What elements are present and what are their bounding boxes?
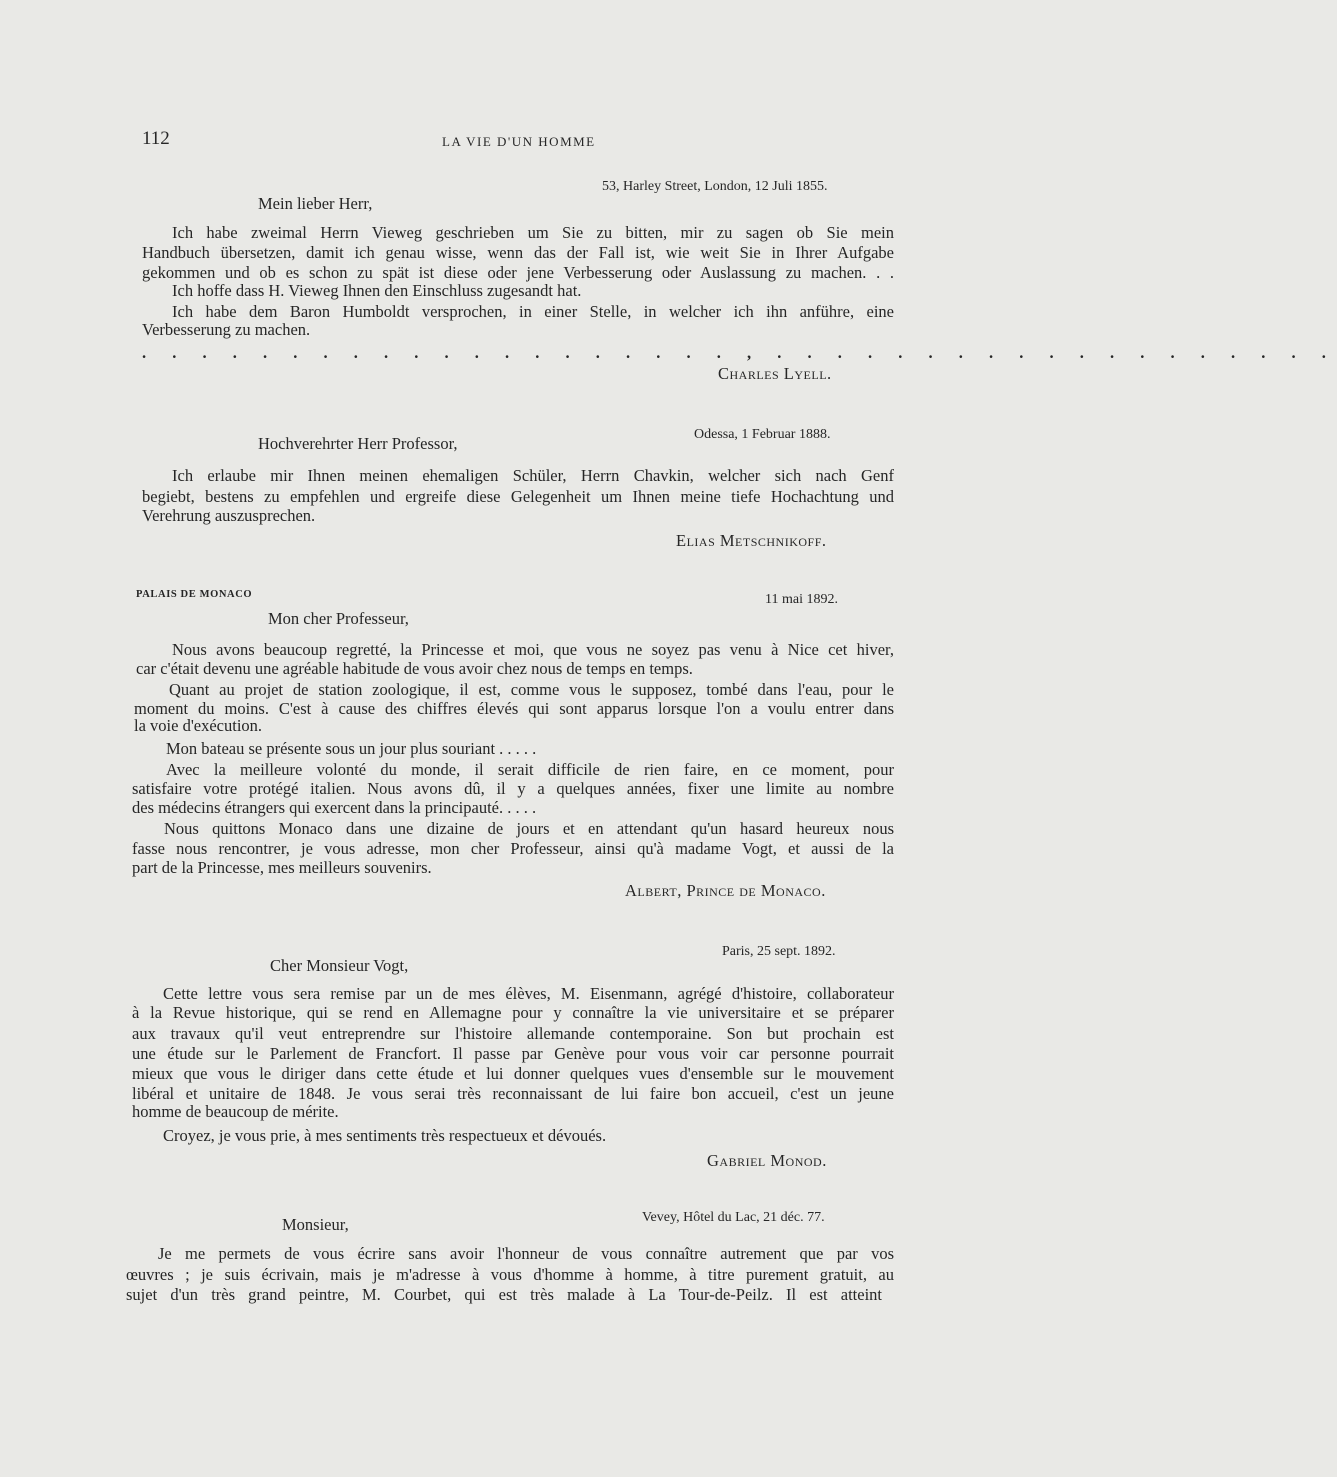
letter-line: fasse nous rencontrer, je vous adresse, mon cher Professeur, ainsi qu'à madame Vogt, et aussi de la bbox=[132, 839, 894, 858]
letter-address: Paris, 25 sept. 1892. bbox=[722, 944, 836, 959]
letter-line: Nous quittons Monaco dans une dizaine de jours et en attendant qu'un hasard heureux nous bbox=[164, 819, 894, 838]
letter-line: Ich habe zweimal Herrn Vieweg geschrieben um Sie zu bitten, mir zu sagen ob Sie mein bbox=[172, 223, 894, 242]
letter-line: à la Revue historique, qui se rend en Allemagne pour y connaître la vie universitaire et se préparer bbox=[132, 1003, 894, 1022]
letter-line: begiebt, bestens zu empfehlen und ergreife diese Gelegenheit um Ihnen meine tiefe Hochachtung und bbox=[142, 487, 894, 506]
letter-line: des médecins étrangers qui exercent dans la principauté. . . . . bbox=[132, 798, 537, 817]
letter-line: car c'était devenu une agréable habitude de vous avoir chez nous de temps en temps. bbox=[136, 659, 693, 678]
letter-line: Je me permets de vous écrire sans avoir l'honneur de vous connaître autrement que par vos bbox=[158, 1244, 894, 1263]
letter-salutation: Mon cher Professeur, bbox=[268, 609, 409, 628]
letter-line: Croyez, je vous prie, à mes sentiments très respectueux et dévoués. bbox=[163, 1126, 607, 1145]
letter-address: Vevey, Hôtel du Lac, 21 déc. 77. bbox=[642, 1210, 825, 1225]
letter-line: Ich habe dem Baron Humboldt versprochen, in einer Stelle, in welcher ich ihn anführe, eine bbox=[172, 302, 894, 321]
letter-date: 11 mai 1892. bbox=[765, 592, 838, 607]
letter-line: la voie d'exécution. bbox=[134, 716, 263, 735]
letter-line: moment du moins. C'est à cause des chiffres élevés qui sont apparus lorsque l'on a voulu entrer dans bbox=[134, 699, 894, 718]
letter-salutation: Hochverehrter Herr Professor, bbox=[258, 434, 458, 453]
letter-address: 53, Harley Street, London, 12 Juli 1855. bbox=[602, 179, 828, 194]
letter-line: Cette lettre vous sera remise par un de mes élèves, M. Eisenmann, agrégé d'histoire, collaborateur bbox=[163, 984, 894, 1003]
letter-line: Nous avons beaucoup regretté, la Princesse et moi, que vous ne soyez pas venu à Nice cet hiver, bbox=[172, 640, 894, 659]
letter-signature: Charles Lyell. bbox=[718, 364, 832, 383]
letter-address: Odessa, 1 Februar 1888. bbox=[694, 427, 831, 442]
letter-signature: Elias Metschnikoff. bbox=[676, 531, 827, 550]
letter-line: mieux que vous le diriger dans cette étude et lui donner quelques vues d'ensemble sur le mouvement bbox=[132, 1064, 894, 1083]
letter-line: Ich erlaube mir Ihnen meinen ehemaligen Schüler, Herrn Chavkin, welcher sich nach Genf bbox=[172, 466, 894, 485]
letter-line: Avec la meilleure volonté du monde, il serait difficile de rien faire, en ce moment, pour bbox=[166, 760, 894, 779]
letter-line: Mon bateau se présente sous un jour plus souriant . . . . . bbox=[166, 739, 537, 758]
letter-line: part de la Princesse, mes meilleurs souvenirs. bbox=[132, 858, 432, 877]
letter-line: Verehrung auszusprechen. bbox=[142, 506, 316, 525]
letter-signature: Gabriel Monod. bbox=[707, 1151, 827, 1170]
letter-line: une étude sur le Parlement de Francfort. Il passe par Genève pour vous voir car personne pourrait bbox=[132, 1044, 894, 1063]
letter-salutation: Cher Monsieur Vogt, bbox=[270, 956, 409, 975]
letterhead: PALAIS DE MONACO bbox=[136, 589, 253, 600]
letter-line: aux travaux qu'il veut entreprendre sur l'histoire allemande contemporaine. Son but prochain est bbox=[132, 1024, 894, 1043]
letter-line: sujet d'un très grand peintre, M. Courbet, qui est très malade à La Tour-de-Peilz. Il est atteint bbox=[126, 1285, 882, 1304]
letter-salutation: Monsieur, bbox=[282, 1215, 349, 1234]
letter-line: œuvres ; je suis écrivain, mais je m'adresse à vous d'homme à homme, à titre purement gratuit, au bbox=[126, 1265, 894, 1284]
letter-line: satisfaire votre protégé italien. Nous avons dû, il y a quelques années, fixer une limite au nombre bbox=[132, 779, 894, 798]
letter-line: Ich hoffe dass H. Vieweg Ihnen den Einschluss zugesandt hat. bbox=[172, 281, 582, 300]
letter-signature: Albert, Prince de Monaco. bbox=[625, 881, 826, 900]
letter-line: homme de beaucoup de mérite. bbox=[132, 1102, 339, 1121]
letter-salutation: Mein lieber Herr, bbox=[258, 194, 373, 213]
letter-line: Verbesserung zu machen. bbox=[142, 320, 311, 339]
page-number: 112 bbox=[142, 128, 170, 149]
letter-line: Quant au projet de station zoologique, il est, comme vous le supposez, tombé dans l'eau, pour le bbox=[169, 680, 894, 699]
letter-line: Handbuch übersetzen, damit ich genau wisse, wenn das der Fall ist, wie weit Sie in Ihrer Aufgabe bbox=[142, 243, 894, 262]
ellipsis-row: . . . . . . . . . . . . . . . . . . . . , . . . . . . . . . . . . . . . . . . . bbox=[142, 343, 1337, 362]
letter-line: gekommen und ob es schon zu spät ist diese oder jene Verbesserung oder Auslassung zu machen. . . bbox=[142, 263, 894, 282]
letter-line: libéral et unitaire de 1848. Je vous serai très reconnaissant de lui faire bon accueil, c'est un jeune bbox=[132, 1084, 894, 1103]
running-title: LA VIE D'UN HOMME bbox=[442, 134, 596, 149]
